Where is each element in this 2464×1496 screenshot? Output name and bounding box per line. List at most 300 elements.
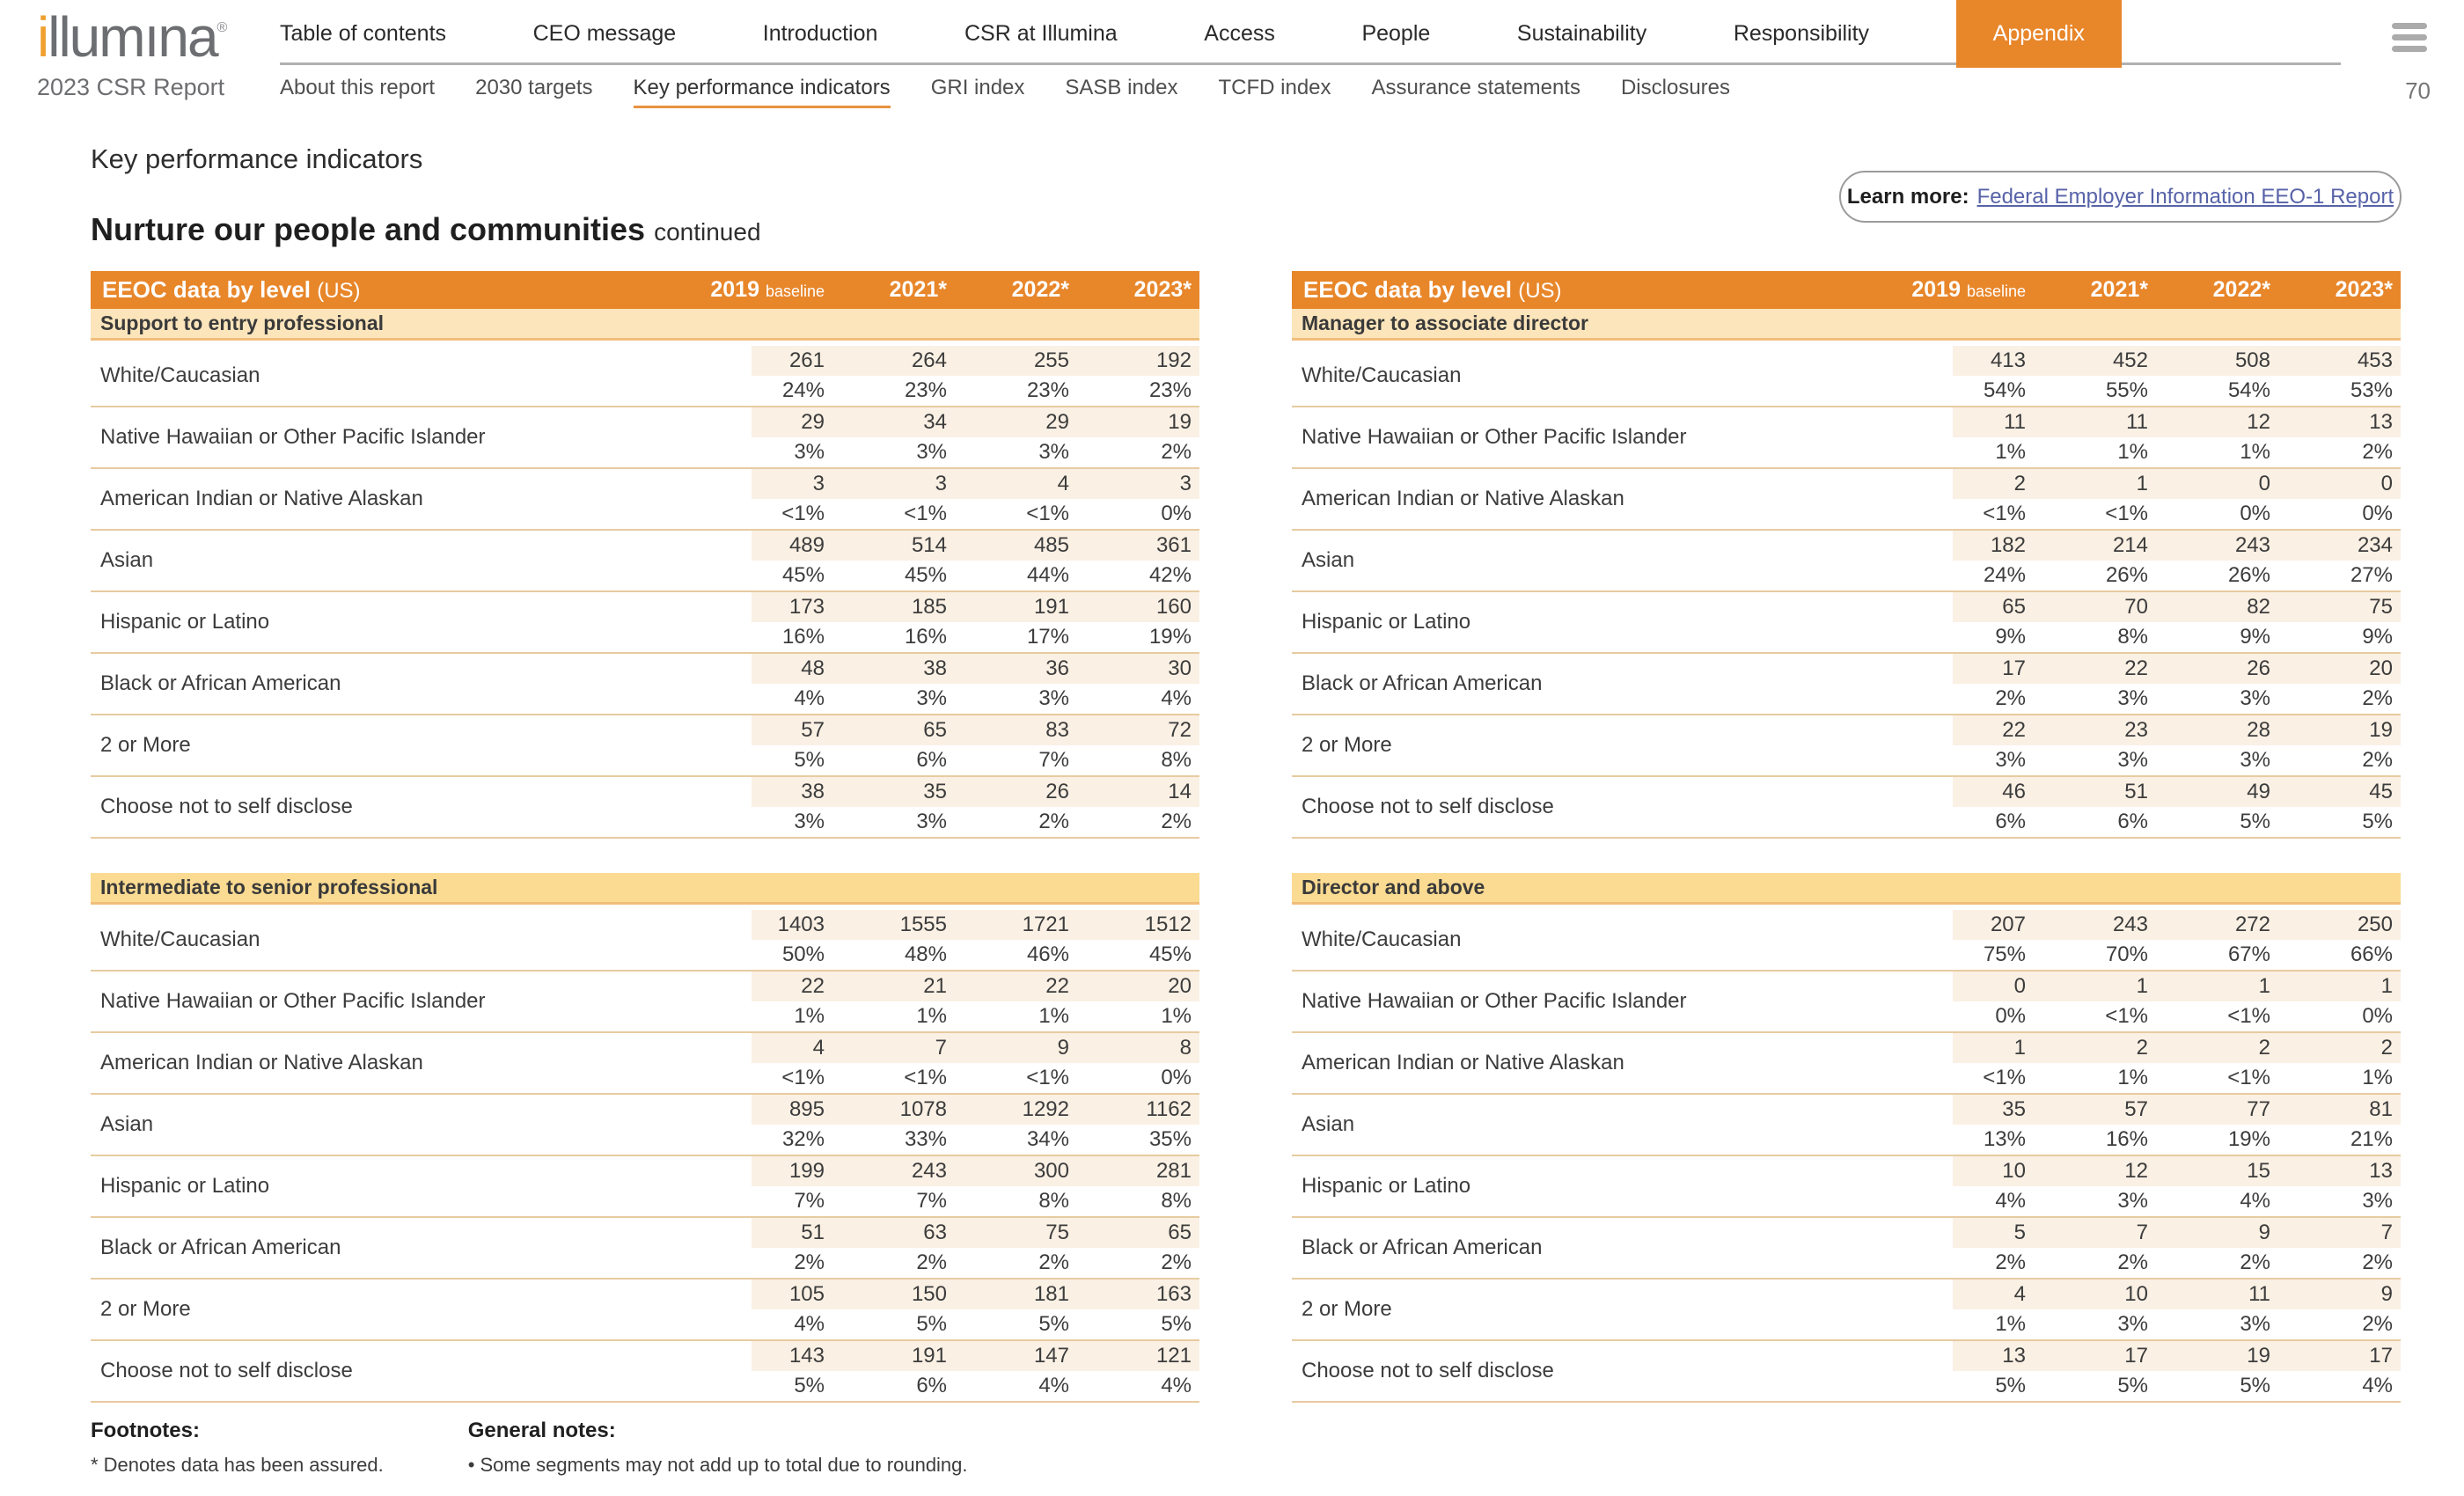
percent-cell: 7% bbox=[794, 1189, 825, 1213]
table-row-american-indian-or-native-alaskan bbox=[91, 469, 1199, 531]
percent-cell: 2% bbox=[2362, 440, 2393, 464]
row-data bbox=[752, 346, 1199, 406]
count-cell: 17 bbox=[2002, 656, 2026, 680]
table-header-title-text: EEOC data by level bbox=[1303, 276, 1519, 303]
row-data bbox=[752, 972, 1199, 1031]
footnotes-heading: Footnotes: bbox=[91, 1419, 200, 1442]
count-cell: 7 bbox=[2136, 1221, 2148, 1244]
row-label: Asian bbox=[100, 548, 154, 572]
count-cell: 65 bbox=[923, 718, 947, 742]
row-label: 2 or More bbox=[1302, 1297, 1392, 1321]
table-header-title bbox=[1292, 276, 1842, 304]
percent-cell: 3% bbox=[794, 440, 825, 464]
subnav-item-disclosures[interactable]: Disclosures bbox=[1620, 76, 1730, 99]
table-header-title bbox=[91, 276, 641, 304]
count-cell: 361 bbox=[1155, 533, 1192, 557]
row-data bbox=[1953, 1218, 2401, 1278]
count-cell: 35 bbox=[923, 780, 947, 803]
subnav-item-2030-targets[interactable]: 2030 targets bbox=[475, 76, 593, 99]
percent-cell: 3% bbox=[2240, 1312, 2270, 1336]
table-section-label: Support to entry professional bbox=[91, 309, 1199, 341]
count-cell: 38 bbox=[923, 656, 947, 680]
column-header-2023: 2023* bbox=[2335, 277, 2393, 302]
count-cell: 1555 bbox=[899, 913, 947, 936]
table-row-choose-not-to-self-disclose bbox=[1292, 777, 2401, 839]
percent-cell: 42% bbox=[1148, 563, 1192, 587]
row-percents bbox=[752, 745, 1199, 775]
row-data bbox=[752, 1218, 1199, 1278]
table-row-native-hawaiian-or-other-pacific-islander bbox=[1292, 407, 2401, 469]
count-cell: 23 bbox=[2124, 718, 2148, 742]
count-cell: 9 bbox=[2258, 1221, 2270, 1244]
count-cell: 1 bbox=[2136, 472, 2148, 495]
row-percents bbox=[1953, 1001, 2401, 1031]
hamburger-menu-icon[interactable] bbox=[2392, 23, 2427, 57]
percent-cell: 1% bbox=[2240, 440, 2270, 464]
row-label: Asian bbox=[1302, 548, 1355, 572]
count-cell: 20 bbox=[2369, 656, 2393, 680]
count-cell: 0 bbox=[2380, 472, 2393, 495]
percent-cell: 66% bbox=[2350, 942, 2393, 966]
count-cell: 214 bbox=[2112, 533, 2148, 557]
row-counts bbox=[752, 1156, 1199, 1186]
page-title: Key performance indicators bbox=[91, 143, 423, 174]
row-counts bbox=[752, 910, 1199, 940]
percent-cell: 6% bbox=[2117, 810, 2148, 833]
percent-cell: 2% bbox=[2240, 1250, 2270, 1274]
count-cell: 243 bbox=[911, 1159, 947, 1183]
count-cell: 10 bbox=[2002, 1159, 2026, 1183]
percent-cell: 54% bbox=[2227, 378, 2270, 402]
count-cell: 191 bbox=[911, 1344, 947, 1368]
nav-item-people[interactable]: People bbox=[1361, 21, 1431, 46]
general-notes-heading: General notes: bbox=[467, 1419, 616, 1442]
nav-item-access[interactable]: Access bbox=[1204, 21, 1275, 46]
row-counts bbox=[1953, 531, 2401, 561]
percent-cell: <1% bbox=[1983, 502, 2026, 525]
row-counts bbox=[1953, 407, 2401, 437]
row-data bbox=[1953, 531, 2401, 590]
table-support-to-entry-professional bbox=[91, 271, 1199, 839]
percent-cell: 53% bbox=[2350, 378, 2393, 402]
nav-item-csr-at-illumina[interactable]: CSR at Illumina bbox=[964, 21, 1118, 46]
percent-cell: 9% bbox=[2362, 625, 2393, 649]
row-data bbox=[752, 592, 1199, 652]
row-data bbox=[752, 1095, 1199, 1155]
table-row-choose-not-to-self-disclose bbox=[91, 777, 1199, 839]
row-counts bbox=[1953, 469, 2401, 499]
row-data bbox=[1953, 1095, 2401, 1155]
percent-cell: 32% bbox=[781, 1127, 825, 1151]
count-cell: 30 bbox=[1168, 656, 1192, 680]
row-counts bbox=[752, 972, 1199, 1001]
row-counts bbox=[1953, 1218, 2401, 1248]
percent-cell: <1% bbox=[1983, 1066, 2026, 1089]
row-percents bbox=[1953, 1125, 2401, 1155]
row-counts bbox=[752, 1095, 1199, 1125]
table-row-white-caucasian bbox=[91, 346, 1199, 407]
percent-cell: <1% bbox=[1026, 1066, 1069, 1089]
row-counts bbox=[752, 407, 1199, 437]
nav-item-responsibility[interactable]: Responsibility bbox=[1733, 21, 1870, 46]
row-counts bbox=[752, 777, 1199, 807]
percent-cell: 26% bbox=[2105, 563, 2148, 587]
subnav-item-tcfd-index[interactable]: TCFD index bbox=[1218, 76, 1331, 99]
count-cell: 1292 bbox=[1022, 1097, 1069, 1121]
row-data bbox=[752, 531, 1199, 590]
table-header-columns bbox=[641, 277, 1199, 303]
general-notes-column bbox=[468, 1419, 968, 1477]
count-cell: 261 bbox=[788, 348, 825, 372]
row-percents bbox=[1953, 561, 2401, 590]
table-row-asian bbox=[91, 1095, 1199, 1156]
table-row-asian bbox=[1292, 1095, 2401, 1156]
percent-cell: 3% bbox=[916, 810, 947, 833]
count-cell: 2 bbox=[2258, 1036, 2270, 1060]
count-cell: 11 bbox=[2126, 410, 2148, 434]
percent-cell: 4% bbox=[794, 1312, 825, 1336]
row-label: American Indian or Native Alaskan bbox=[1302, 487, 1624, 510]
count-cell: 49 bbox=[2247, 780, 2270, 803]
logo-rest: llumına bbox=[48, 5, 217, 69]
table-row-american-indian-or-native-alaskan bbox=[1292, 1033, 2401, 1095]
percent-cell: <1% bbox=[904, 502, 947, 525]
percent-cell: 3% bbox=[2117, 686, 2148, 710]
percent-cell: 4% bbox=[1161, 686, 1192, 710]
count-cell: 26 bbox=[1045, 780, 1069, 803]
row-percents bbox=[1953, 940, 2401, 970]
percent-cell: 13% bbox=[1983, 1127, 2026, 1151]
count-cell: 255 bbox=[1033, 348, 1069, 372]
table-row-white-caucasian bbox=[1292, 910, 2401, 972]
percent-cell: 8% bbox=[1161, 748, 1192, 772]
column-header-baseline: baseline bbox=[765, 282, 825, 300]
row-data bbox=[752, 1341, 1199, 1401]
percent-cell: 24% bbox=[1983, 563, 2026, 587]
count-cell: 4 bbox=[812, 1036, 825, 1060]
count-cell: 150 bbox=[911, 1282, 947, 1306]
count-cell: 272 bbox=[2234, 913, 2270, 936]
column-header-2019-baseline bbox=[641, 277, 832, 303]
count-cell: 1403 bbox=[777, 913, 825, 936]
percent-cell: 23% bbox=[1026, 378, 1069, 402]
count-cell: 243 bbox=[2234, 533, 2270, 557]
eeoc-tables-grid bbox=[91, 271, 2401, 1403]
row-label: Native Hawaiian or Other Pacific Islander bbox=[1302, 425, 1687, 449]
row-label: 2 or More bbox=[100, 1297, 191, 1321]
percent-cell: 2% bbox=[794, 1250, 825, 1274]
row-data bbox=[1953, 407, 2401, 467]
table-row-black-or-african-american bbox=[91, 654, 1199, 715]
subnav-item-about-this-report[interactable]: About this report bbox=[280, 76, 436, 99]
count-cell: 83 bbox=[1045, 718, 1069, 742]
count-cell: 2 bbox=[2136, 1036, 2148, 1060]
percent-cell: 2% bbox=[1161, 810, 1192, 833]
percent-cell: 9% bbox=[2240, 625, 2270, 649]
count-cell: 7 bbox=[935, 1036, 947, 1060]
count-cell: 22 bbox=[2002, 718, 2026, 742]
percent-cell: 8% bbox=[2117, 625, 2148, 649]
count-cell: 1512 bbox=[1144, 913, 1192, 936]
count-cell: 28 bbox=[2247, 718, 2270, 742]
percent-cell: 2% bbox=[1995, 686, 2026, 710]
hamburger-bar bbox=[2392, 23, 2427, 29]
count-cell: 264 bbox=[911, 348, 947, 372]
nav-item-ceo-message[interactable]: CEO message bbox=[532, 21, 677, 46]
percent-cell: 16% bbox=[781, 625, 825, 649]
count-cell: 160 bbox=[1155, 595, 1192, 619]
percent-cell: 6% bbox=[1995, 810, 2026, 833]
count-cell: 4 bbox=[1057, 472, 1069, 495]
nav-item-table-of-contents[interactable]: Table of contents bbox=[280, 21, 447, 46]
row-counts bbox=[752, 1033, 1199, 1063]
percent-cell: 7% bbox=[1038, 748, 1069, 772]
percent-cell: 3% bbox=[1995, 748, 2026, 772]
row-label: White/Caucasian bbox=[100, 363, 260, 387]
row-percents bbox=[752, 1001, 1199, 1031]
row-percents bbox=[1953, 1063, 2401, 1093]
count-cell: 17 bbox=[2124, 1344, 2148, 1368]
nav-item-appendix[interactable]: Appendix bbox=[1956, 0, 2122, 68]
percent-cell: 2% bbox=[1161, 1250, 1192, 1274]
table-header-columns bbox=[1842, 277, 2401, 303]
count-cell: 121 bbox=[1155, 1344, 1192, 1368]
percent-cell: 3% bbox=[2240, 686, 2270, 710]
count-cell: 1 bbox=[2380, 974, 2393, 998]
nav-item-sustainability[interactable]: Sustainability bbox=[1516, 21, 1647, 46]
row-counts bbox=[1953, 1341, 2401, 1371]
count-cell: 70 bbox=[2124, 595, 2148, 619]
percent-cell: 1% bbox=[2117, 440, 2148, 464]
percent-cell: 2% bbox=[1038, 810, 1069, 833]
table-row-2-or-more bbox=[1292, 1280, 2401, 1341]
eeo1-report-link[interactable]: Federal Employer Information EEO-1 Report bbox=[1976, 184, 2394, 209]
table-section-label: Intermediate to senior professional bbox=[91, 873, 1199, 905]
count-cell: 243 bbox=[2112, 913, 2148, 936]
row-label: Hispanic or Latino bbox=[1302, 610, 1471, 634]
table-row-native-hawaiian-or-other-pacific-islander bbox=[1292, 972, 2401, 1033]
percent-cell: 5% bbox=[794, 748, 825, 772]
count-cell: 20 bbox=[1168, 974, 1192, 998]
row-data bbox=[1953, 972, 2401, 1031]
count-cell: 514 bbox=[911, 533, 947, 557]
count-cell: 51 bbox=[2124, 780, 2148, 803]
percent-cell: 1% bbox=[1995, 1312, 2026, 1336]
count-cell: 234 bbox=[2357, 533, 2393, 557]
percent-cell: 24% bbox=[781, 378, 825, 402]
row-label: Choose not to self disclose bbox=[1302, 1359, 1554, 1382]
section-title-text: Nurture our people and communities bbox=[91, 211, 646, 247]
row-label: Choose not to self disclose bbox=[100, 1359, 353, 1382]
row-label: Asian bbox=[1302, 1112, 1355, 1136]
table-row-choose-not-to-self-disclose bbox=[1292, 1341, 2401, 1403]
count-cell: 0 bbox=[2258, 472, 2270, 495]
count-cell: 173 bbox=[788, 595, 825, 619]
percent-cell: 34% bbox=[1026, 1127, 1069, 1151]
row-percents bbox=[1953, 1371, 2401, 1401]
subnav-item-sasb-index[interactable]: SASB index bbox=[1065, 76, 1178, 99]
section-title bbox=[91, 211, 761, 248]
percent-cell: 2% bbox=[1995, 1250, 2026, 1274]
percent-cell: 5% bbox=[2240, 810, 2270, 833]
count-cell: 895 bbox=[788, 1097, 825, 1121]
learn-more-label: Learn more: bbox=[1846, 184, 1969, 209]
count-cell: 21 bbox=[923, 974, 947, 998]
table-row-2-or-more bbox=[91, 1280, 1199, 1341]
table-row-hispanic-or-latino bbox=[91, 1156, 1199, 1218]
percent-cell: 48% bbox=[904, 942, 947, 966]
table-header-title-suffix: (US) bbox=[317, 279, 361, 303]
row-percents bbox=[752, 1248, 1199, 1278]
count-cell: 4 bbox=[2013, 1282, 2026, 1306]
row-percents bbox=[1953, 437, 2401, 467]
subnav-item-assurance-statements[interactable]: Assurance statements bbox=[1371, 76, 1580, 99]
row-data bbox=[1953, 715, 2401, 775]
hamburger-bar bbox=[2392, 34, 2427, 40]
table-header bbox=[1292, 271, 2401, 309]
percent-cell: 4% bbox=[1995, 1189, 2026, 1213]
percent-cell: 45% bbox=[904, 563, 947, 587]
count-cell: 57 bbox=[2124, 1097, 2148, 1121]
row-label: Hispanic or Latino bbox=[100, 1174, 270, 1198]
count-cell: 22 bbox=[1045, 974, 1069, 998]
table-row-black-or-african-american bbox=[1292, 1218, 2401, 1280]
percent-cell: 5% bbox=[1161, 1312, 1192, 1336]
row-label: Native Hawaiian or Other Pacific Islander bbox=[100, 425, 486, 449]
percent-cell: 23% bbox=[1148, 378, 1192, 402]
column-header-baseline: baseline bbox=[1966, 282, 2026, 300]
row-percents bbox=[752, 684, 1199, 714]
row-label: 2 or More bbox=[1302, 733, 1392, 757]
footnotes-area bbox=[91, 1419, 968, 1477]
row-percents bbox=[752, 561, 1199, 590]
table-row-white-caucasian bbox=[91, 910, 1199, 972]
row-counts bbox=[1953, 1095, 2401, 1125]
count-cell: 17 bbox=[2369, 1344, 2393, 1368]
row-data bbox=[752, 715, 1199, 775]
percent-cell: 3% bbox=[2117, 1312, 2148, 1336]
table-row-choose-not-to-self-disclose bbox=[91, 1341, 1199, 1403]
row-data bbox=[752, 654, 1199, 714]
footnotes-column bbox=[91, 1419, 384, 1477]
row-counts bbox=[752, 531, 1199, 561]
count-cell: 14 bbox=[1168, 780, 1192, 803]
percent-cell: 46% bbox=[1026, 942, 1069, 966]
row-label: Native Hawaiian or Other Pacific Islander bbox=[100, 989, 486, 1013]
count-cell: 29 bbox=[1045, 410, 1069, 434]
nav-item-introduction[interactable]: Introduction bbox=[762, 21, 878, 46]
count-cell: 1162 bbox=[1146, 1097, 1192, 1121]
count-cell: 1078 bbox=[899, 1097, 947, 1121]
row-percents bbox=[752, 622, 1199, 652]
percent-cell: 3% bbox=[916, 440, 947, 464]
row-percents bbox=[752, 376, 1199, 406]
percent-cell: 2% bbox=[916, 1250, 947, 1274]
row-percents bbox=[752, 1125, 1199, 1155]
count-cell: 12 bbox=[2124, 1159, 2148, 1183]
general-notes-text: • Some segments may not add up to total due to rounding. bbox=[467, 1454, 968, 1476]
row-percents bbox=[752, 1186, 1199, 1216]
percent-cell: 8% bbox=[1161, 1189, 1192, 1213]
row-counts bbox=[1953, 592, 2401, 622]
row-counts bbox=[752, 469, 1199, 499]
count-cell: 1 bbox=[2013, 1036, 2026, 1060]
count-cell: 199 bbox=[788, 1159, 825, 1183]
row-data bbox=[1953, 1156, 2401, 1216]
percent-cell: <1% bbox=[2227, 1004, 2270, 1028]
count-cell: 9 bbox=[2380, 1282, 2393, 1306]
percent-cell: 55% bbox=[2105, 378, 2148, 402]
table-row-black-or-african-american bbox=[91, 1218, 1199, 1280]
percent-cell: 75% bbox=[1983, 942, 2026, 966]
count-cell: 8 bbox=[1179, 1036, 1192, 1060]
row-counts bbox=[1953, 1156, 2401, 1186]
count-cell: 46 bbox=[2002, 780, 2026, 803]
count-cell: 22 bbox=[2124, 656, 2148, 680]
percent-cell: 1% bbox=[2362, 1066, 2393, 1089]
count-cell: 508 bbox=[2234, 348, 2270, 372]
count-cell: 1 bbox=[2136, 974, 2148, 998]
count-cell: 57 bbox=[801, 718, 825, 742]
table-row-white-caucasian bbox=[1292, 346, 2401, 407]
percent-cell: 5% bbox=[1038, 1312, 1069, 1336]
row-data bbox=[1953, 1341, 2401, 1401]
row-label: Black or African American bbox=[100, 671, 341, 695]
count-cell: 250 bbox=[2357, 913, 2393, 936]
count-cell: 2 bbox=[2380, 1036, 2393, 1060]
table-row-hispanic-or-latino bbox=[1292, 592, 2401, 654]
row-data bbox=[752, 777, 1199, 837]
subnav-item-key-performance-indicators[interactable]: Key performance indicators bbox=[634, 76, 891, 108]
percent-cell: 33% bbox=[904, 1127, 947, 1151]
count-cell: 3 bbox=[935, 472, 947, 495]
row-percents bbox=[752, 437, 1199, 467]
count-cell: 163 bbox=[1155, 1282, 1192, 1306]
percent-cell: 4% bbox=[1161, 1374, 1192, 1397]
row-percents bbox=[1953, 499, 2401, 529]
count-cell: 75 bbox=[1045, 1221, 1069, 1244]
percent-cell: 21% bbox=[2350, 1127, 2393, 1151]
column-header-2023: 2023* bbox=[1133, 277, 1192, 302]
percent-cell: 3% bbox=[2362, 1189, 2393, 1213]
percent-cell: 54% bbox=[1983, 378, 2026, 402]
row-counts bbox=[1953, 777, 2401, 807]
appendix-sub-nav bbox=[280, 76, 1730, 108]
subnav-item-gri-index[interactable]: GRI index bbox=[930, 76, 1025, 99]
percent-cell: 2% bbox=[1161, 440, 1192, 464]
row-counts bbox=[1953, 972, 2401, 1001]
row-counts bbox=[752, 1341, 1199, 1371]
percent-cell: 5% bbox=[2117, 1374, 2148, 1397]
percent-cell: <1% bbox=[2227, 1066, 2270, 1089]
percent-cell: 5% bbox=[2362, 810, 2393, 833]
row-label: White/Caucasian bbox=[1302, 363, 1462, 387]
percent-cell: 1% bbox=[1995, 440, 2026, 464]
percent-cell: 6% bbox=[916, 748, 947, 772]
percent-cell: 7% bbox=[916, 1189, 947, 1213]
table-row-native-hawaiian-or-other-pacific-islander bbox=[91, 407, 1199, 469]
percent-cell: 45% bbox=[1148, 942, 1192, 966]
row-label: Hispanic or Latino bbox=[1302, 1174, 1471, 1198]
count-cell: 19 bbox=[2247, 1344, 2270, 1368]
percent-cell: 27% bbox=[2350, 563, 2393, 587]
table-section-label: Manager to associate director bbox=[1292, 309, 2401, 341]
count-cell: 147 bbox=[1033, 1344, 1069, 1368]
registered-mark: ® bbox=[216, 20, 228, 35]
illumina-logo bbox=[37, 5, 228, 101]
column-header-2022: 2022* bbox=[2212, 277, 2270, 302]
row-percents bbox=[1953, 1248, 2401, 1278]
